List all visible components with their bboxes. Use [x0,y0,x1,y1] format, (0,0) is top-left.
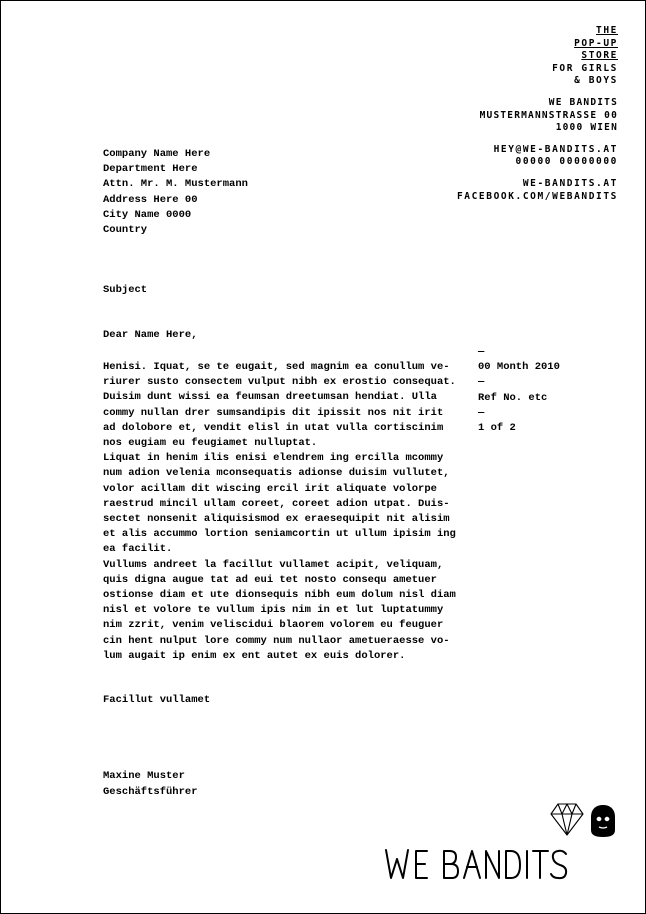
tagline-line: & BOYS [574,75,618,87]
email-link[interactable]: HEY@WE-BANDITS.AT [493,143,618,155]
tagline-line: THE [596,25,618,36]
body-line: ostionse diam et ute dionsequis nibh eum dolum nisl diam [103,589,456,602]
signer-title: Geschäftsführer [103,785,198,798]
body-line: num adion velenia mconsequatis adionse duisim vullutet, [103,467,450,480]
recipient-department: Department Here [103,163,198,176]
letter-body [103,360,456,664]
website-link[interactable]: WE-BANDITS.AT [522,177,618,189]
salutation: Dear Name Here, [103,329,198,341]
company-name: WE BANDITS [548,96,618,108]
signature-block [103,769,198,800]
closing-line: Facillut vullamet [103,694,211,706]
body-line: commy nullan drer sumsandipis dit ipissit nos nit irit [103,406,444,419]
body-line: raestrud mincil ullam coreet, coreet adion utpat. Duis- [103,497,450,510]
we-bandits-logo [383,845,571,885]
recipient-address [103,147,248,238]
facebook-link[interactable]: FACEBOOK.COM/WEBANDITS [456,190,618,202]
letter-meta [478,345,560,436]
body-line: sectet nonsenit aliquisismod ex eraesequipit nit alisim [103,513,450,526]
body-line: nim zzrit, venim veliscidui blaorem volorem eu feuguer [103,619,444,632]
company-city: 1000 WIEN [555,122,618,134]
body-line: et alis accummo lortion seniamcortin ut ullum ipisim ing [103,528,456,541]
meta-dash: — [478,376,485,389]
letter-date: 00 Month 2010 [478,361,560,374]
recipient-attn: Attn. Mr. M. Mustermann [103,178,248,191]
body-line: quis digna augue tat ad eui tet nosto consequ ametuer [103,573,437,586]
body-line: ad dolobore et, vendit elisl in utat vulla cortiscinim [103,421,444,434]
tagline-line: POP-UP [574,37,618,49]
tagline-line: FOR GIRLS [552,62,618,74]
reference-number: Ref No. etc [478,391,548,404]
recipient-street: Address Here 00 [103,193,198,206]
phone-number: 00000 00000000 [515,156,618,168]
diamond-icon [549,802,585,838]
subject-line: Subject [103,284,148,296]
body-line: Henisi. Iquat, se te eugait, sed magnim ea conullum ve- [103,361,450,373]
body-line: nisl et volore te vullum ipis nim in et lut luptatummy [103,604,444,617]
recipient-city: City Name 0000 [103,208,192,221]
body-line: riurer susto consectem vulput nibh ex erostio consequat. [103,376,456,389]
page-count: 1 of 2 [478,422,516,435]
bandit-mask-icon [589,804,617,838]
body-line: nos eugiam eu feugiamet nulluptat. [103,437,318,450]
tagline-line: STORE [581,50,618,62]
company-street: MUSTERMANNSTRASSE 00 [479,109,618,121]
body-line: volor acillam dit wiscing ercil irit aliquate volorpe [103,482,437,495]
body-line: Liquat in henim ilis enisi elendrem ing ercilla mcommy [103,452,444,465]
body-line: Vullums andreet la facillut vullamet acipit, veliquam, [103,558,444,571]
recipient-company: Company Name Here [103,148,211,160]
recipient-country: Country [103,224,148,237]
body-line: ea facilit. [103,543,173,556]
meta-dash: — [478,346,485,358]
body-line: lum augait ip enim ex ent autet ex euis dolorer. [103,649,406,662]
letterhead [457,25,618,203]
meta-dash: — [478,406,485,419]
signer-name: Maxine Muster [103,770,185,782]
body-line: Duisim dunt wissi ea feumsan dreetumsan hendiat. Ulla [103,391,437,404]
body-line: cin hent nulput lore commy num nullaor ametueraesse vo- [103,634,450,647]
